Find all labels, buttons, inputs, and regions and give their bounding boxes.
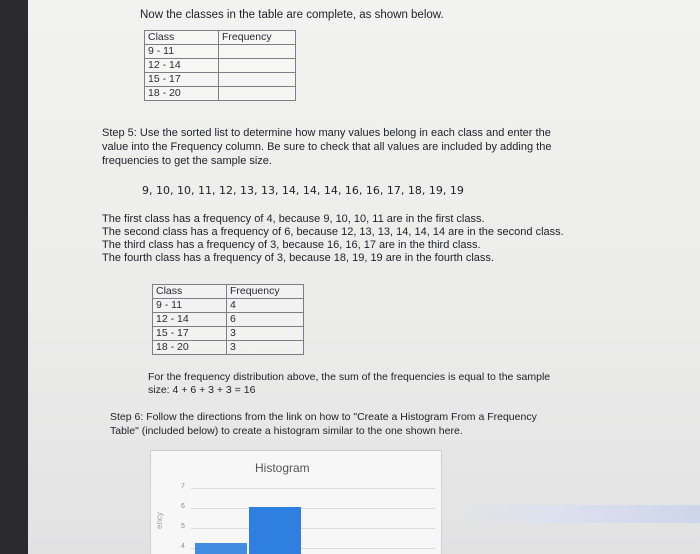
class-cell: 12 - 14 [145,59,219,73]
explanation-line: The third class has a frequency of 3, because 16, 16, 17 are in the third class. [102,239,481,251]
histogram-title: Histogram [255,461,310,475]
sorted-data-list: 9, 10, 10, 11, 12, 13, 13, 14, 14, 14, 16, 16, 17, 18, 19, 19 [142,184,464,197]
class-cell: 9 - 11 [153,299,227,313]
table-row [153,327,304,341]
frequency-cell: 6 [227,313,304,327]
step6-line1: Step 6: Follow the directions from the link on how to "Create a Histogram From a Frequency [110,411,537,423]
table-row [145,73,296,87]
step5-line3: frequencies to get the sample size. [102,155,272,167]
class-cell: 15 - 17 [145,73,219,87]
explanation-line: The fourth class has a frequency of 3, because 18, 19, 19 are in the fourth class. [102,252,494,264]
header-frequency: Frequency [227,285,304,299]
intro-text: Now the classes in the table are complete, as shown below. [140,9,444,21]
grid-line [191,528,435,529]
frequency-cell: 3 [227,341,304,355]
histogram-bar-9-11 [195,543,247,554]
table-row [153,341,304,355]
document-page [28,0,700,554]
explanation-line: The second class has a frequency of 6, because 12, 13, 13, 14, 14, 14 are in the second class. [102,226,564,238]
step5-line1: Step 5: Use the sorted list to determine how many values belong in each class and enter the [102,127,551,139]
histogram-bar-12-14 [249,507,301,554]
frequency-cell [219,87,296,101]
y-tick-label: 7 [181,483,185,490]
class-cell: 12 - 14 [153,313,227,327]
class-cell: 15 - 17 [153,327,227,341]
sum-line2: size: 4 + 6 + 3 + 3 = 16 [148,384,256,396]
grid-line [191,488,435,489]
y-tick-label: 5 [181,523,185,530]
grid-line [191,508,435,509]
class-cell: 18 - 20 [153,341,227,355]
header-class: Class [153,285,227,299]
table-row [145,87,296,101]
frequency-cell: 3 [227,327,304,341]
histogram-chart [150,450,442,554]
table-header-row [153,285,304,299]
table-row [153,313,304,327]
table-header-row [145,31,296,45]
header-frequency: Frequency [219,31,296,45]
frequency-cell [219,59,296,73]
step5-line2: value into the Frequency column. Be sure to check that all values are included by adding the [102,141,552,153]
step6-line2: Table" (included below) to create a histogram similar to the one shown here. [110,425,463,437]
sum-line1: For the frequency distribution above, the sum of the frequencies is equal to the sample [148,371,551,383]
class-table-empty [144,30,296,101]
table-row [145,45,296,59]
table-row [145,59,296,73]
frequency-cell: 4 [227,299,304,313]
frequency-cell [219,45,296,59]
class-table-filled [152,284,304,355]
header-class: Class [145,31,219,45]
frequency-cell [219,73,296,87]
y-tick-label: 4 [181,543,185,550]
table-row [153,299,304,313]
class-cell: 18 - 20 [145,87,219,101]
class-cell: 9 - 11 [145,45,219,59]
explanation-line: The first class has a frequency of 4, because 9, 10, 10, 11 are in the first class. [102,213,485,225]
screen-glare [458,505,700,523]
y-tick-label: 6 [181,503,185,510]
y-axis-label: ency [155,512,164,529]
